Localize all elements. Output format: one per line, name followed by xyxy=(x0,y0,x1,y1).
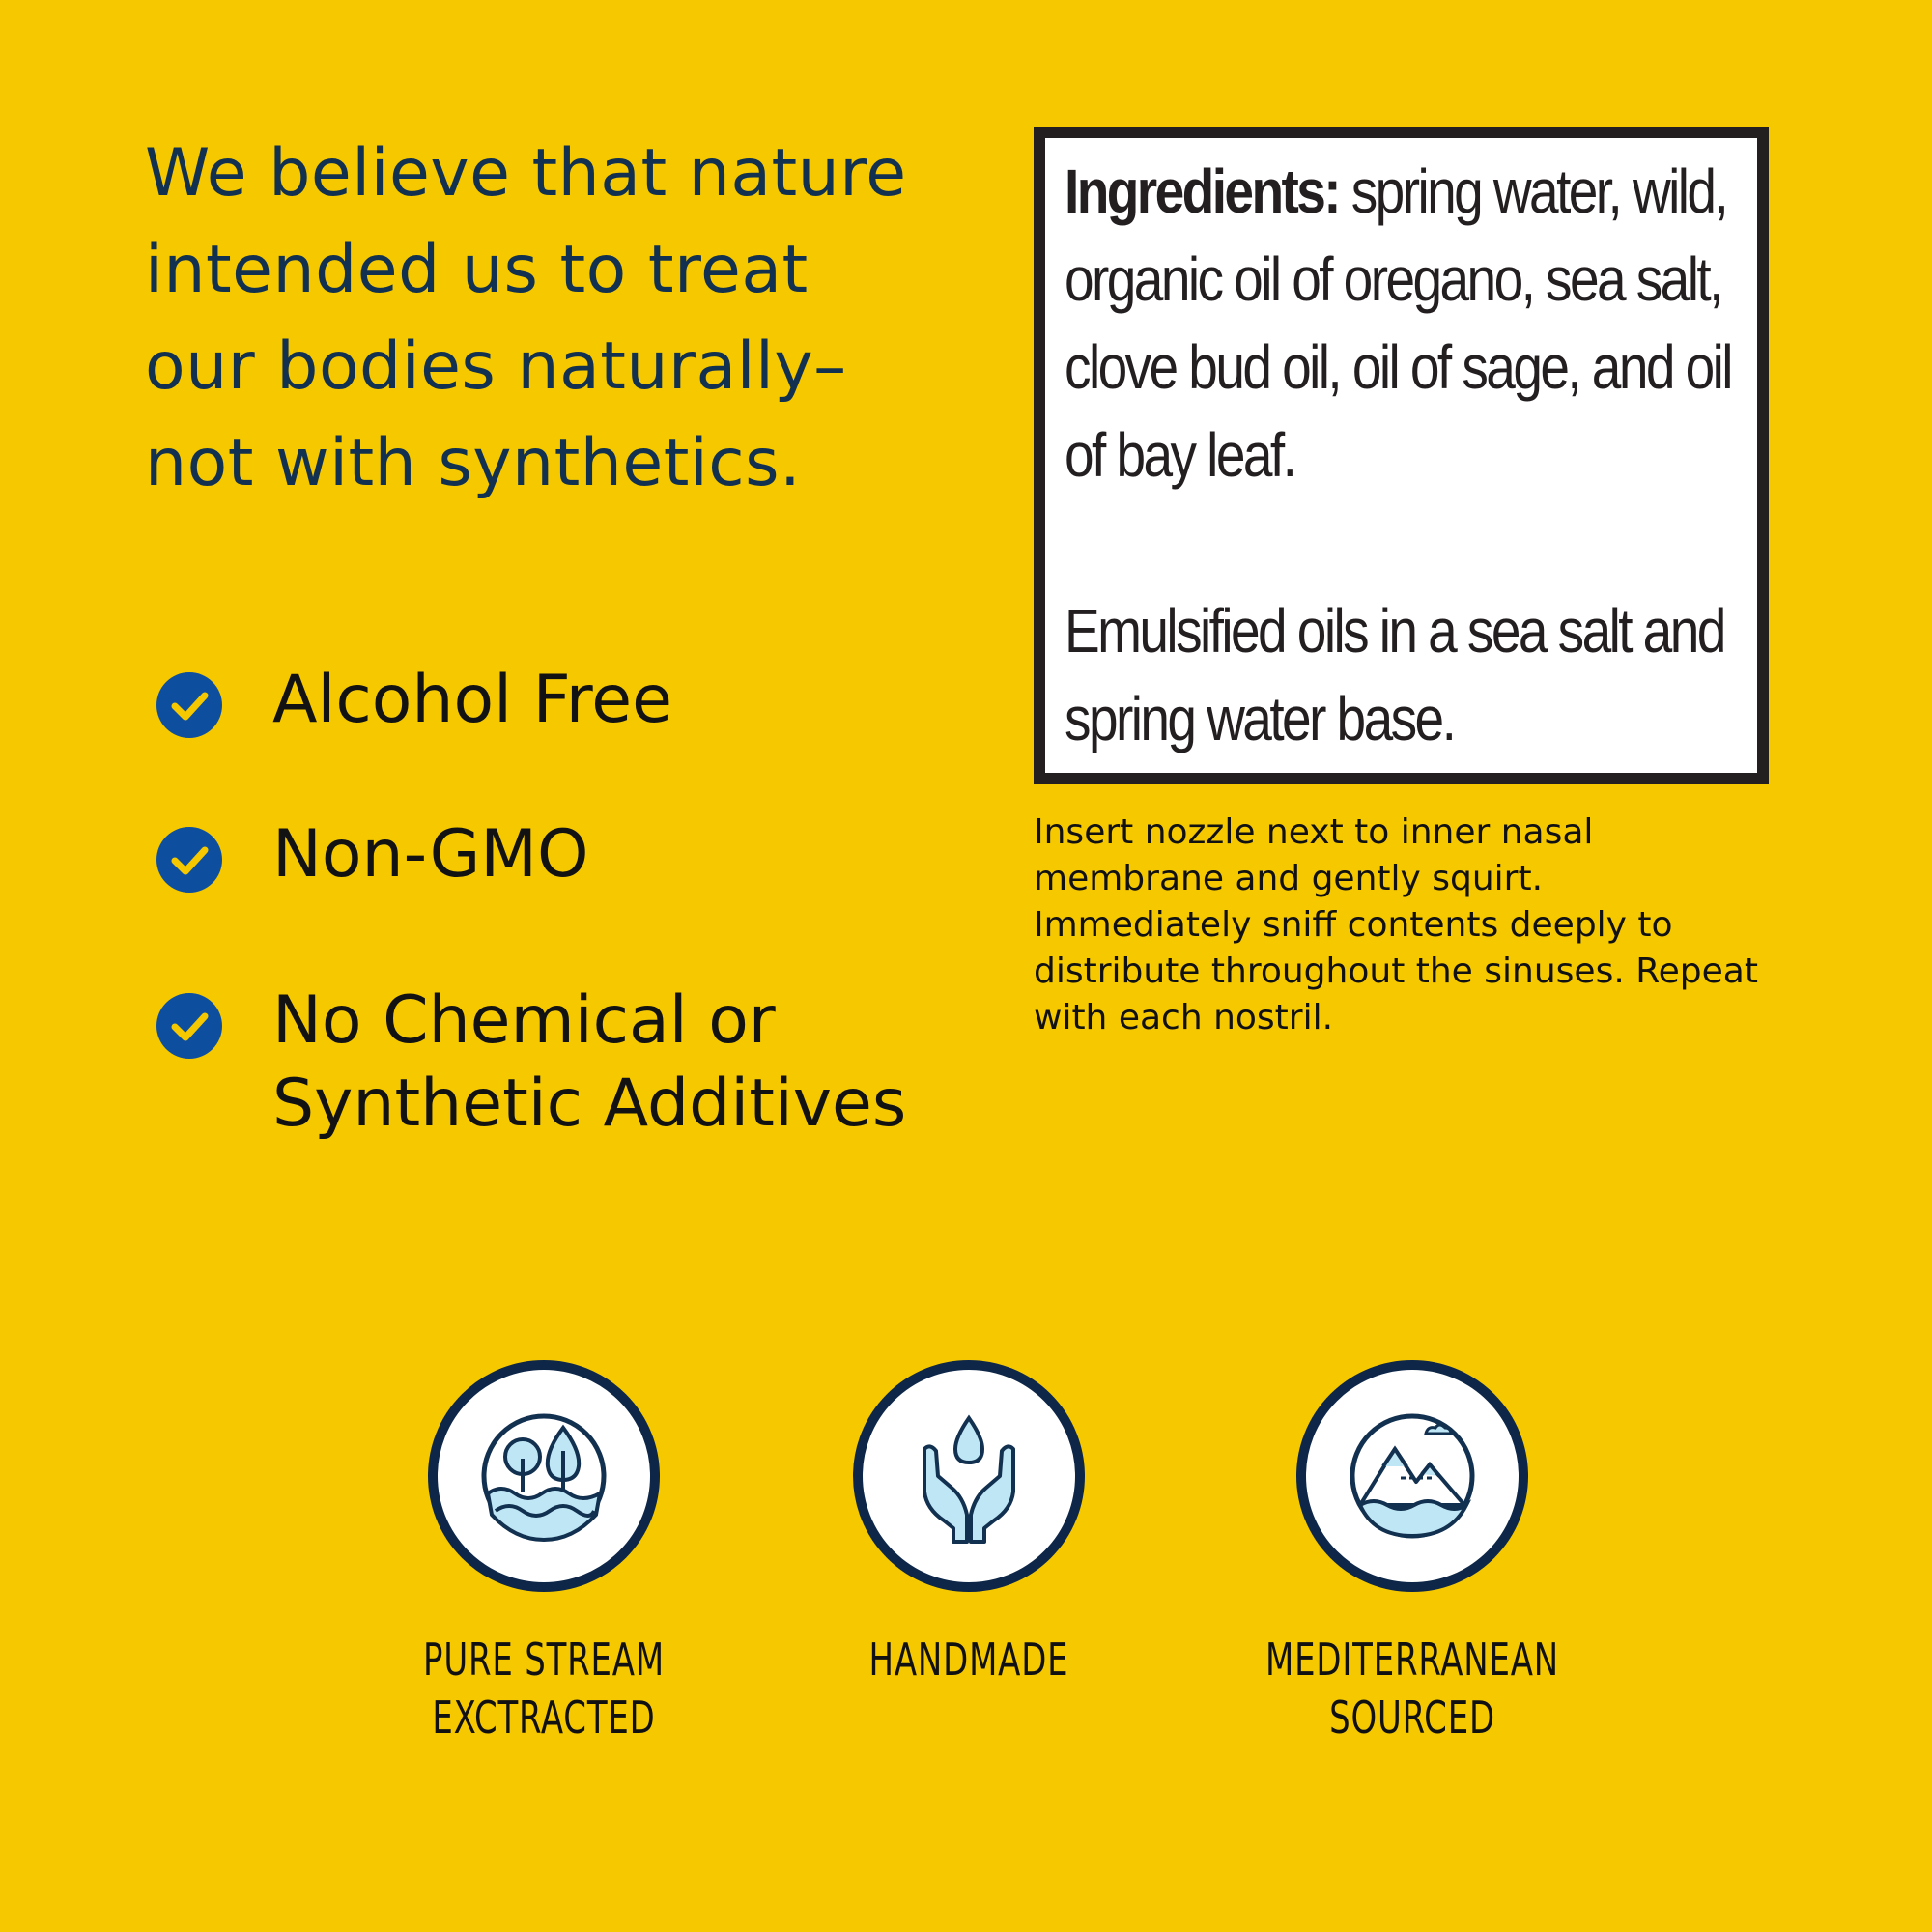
feature-label: Non-GMO xyxy=(272,816,589,893)
mountains-sea-icon xyxy=(1306,1370,1519,1582)
badge-caption: SOURCED xyxy=(1329,1691,1495,1744)
tagline-line: intended us to treat xyxy=(145,232,809,308)
ingredients-box xyxy=(1034,127,1769,784)
hands-drop-icon xyxy=(863,1370,1075,1582)
check-circle-icon xyxy=(156,993,222,1059)
badge-caption: HANDMADE xyxy=(868,1634,1069,1686)
ingredients-list: spring water, wild, organic oil of oregano, sea salt, clove bud oil, oil of sage, and oil of bay leaf. xyxy=(1065,156,1731,490)
check-circle-icon xyxy=(156,827,222,893)
directions-text: Insert nozzle next to inner nasal membrane and gently squirt. Immediately sniff contents deeply to distribute throughout the sinuses. Repeat with each nostril. xyxy=(1034,812,1758,1037)
tagline-line: our bodies naturally– xyxy=(145,328,847,405)
badge-caption: EXCTRACTED xyxy=(432,1691,656,1744)
feature-label: Synthetic Additives xyxy=(272,1065,907,1142)
ingredients-heading: Ingredients: xyxy=(1065,156,1340,226)
ingredients-note: Emulsified oils in a sea salt and spring water base. xyxy=(1065,596,1724,753)
check-circle-icon xyxy=(156,672,222,738)
badge-caption: PURE STREAM xyxy=(423,1634,665,1686)
feature-label: Alcohol Free xyxy=(272,662,672,738)
trees-water-icon xyxy=(438,1370,650,1582)
tagline xyxy=(145,126,918,512)
badge-caption: MEDITERRANEAN xyxy=(1265,1634,1559,1686)
tagline-line: not with synthetics. xyxy=(145,425,802,501)
feature-label: No Chemical or xyxy=(272,982,776,1059)
tagline-line: We believe that nature xyxy=(145,135,907,212)
